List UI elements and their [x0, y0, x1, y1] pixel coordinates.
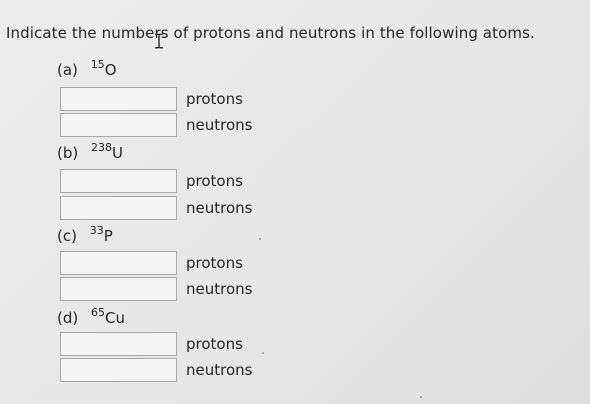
part-label: (d) — [57, 309, 79, 327]
part-label: (b) — [57, 144, 79, 162]
part-d-header — [57, 306, 125, 327]
part-b-header — [57, 141, 123, 162]
question-text: Indicate the numbers of protons and neutrons in the following atoms. — [6, 24, 535, 42]
atom-symbol — [91, 306, 125, 327]
mass-number: 33 — [89, 224, 104, 237]
speck — [262, 352, 264, 354]
element-symbol: O — [104, 61, 117, 79]
neutrons-label: neutrons — [186, 199, 253, 217]
mass-number: 15 — [90, 58, 105, 71]
protons-label: protons — [186, 90, 243, 108]
protons-label: protons — [186, 172, 243, 190]
neutrons-label: neutrons — [186, 280, 253, 298]
protons-label: protons — [186, 335, 243, 353]
mass-number: 238 — [91, 141, 113, 154]
neutrons-input[interactable] — [60, 358, 177, 382]
part-c-header — [57, 224, 113, 245]
protons-input[interactable] — [60, 169, 177, 193]
atom-symbol — [89, 224, 113, 245]
neutrons-label: neutrons — [186, 116, 253, 134]
part-a-header — [57, 58, 117, 79]
neutrons-label: neutrons — [186, 361, 253, 379]
text-cursor-icon — [153, 33, 165, 49]
atom-symbol — [91, 141, 123, 162]
speck — [259, 238, 261, 240]
neutrons-input[interactable] — [60, 196, 177, 220]
protons-input[interactable] — [60, 332, 177, 356]
atom-symbol — [90, 58, 117, 79]
protons-input[interactable] — [60, 87, 177, 111]
part-label: (a) — [57, 61, 78, 79]
element-symbol: Cu — [105, 309, 125, 327]
neutrons-input[interactable] — [60, 277, 177, 301]
neutrons-input[interactable] — [60, 113, 177, 137]
mass-number: 65 — [91, 306, 106, 319]
element-symbol: P — [103, 227, 113, 245]
protons-label: protons — [186, 254, 243, 272]
part-label: (c) — [57, 227, 77, 245]
speck — [420, 396, 422, 398]
element-symbol: U — [112, 144, 123, 162]
protons-input[interactable] — [60, 251, 177, 275]
